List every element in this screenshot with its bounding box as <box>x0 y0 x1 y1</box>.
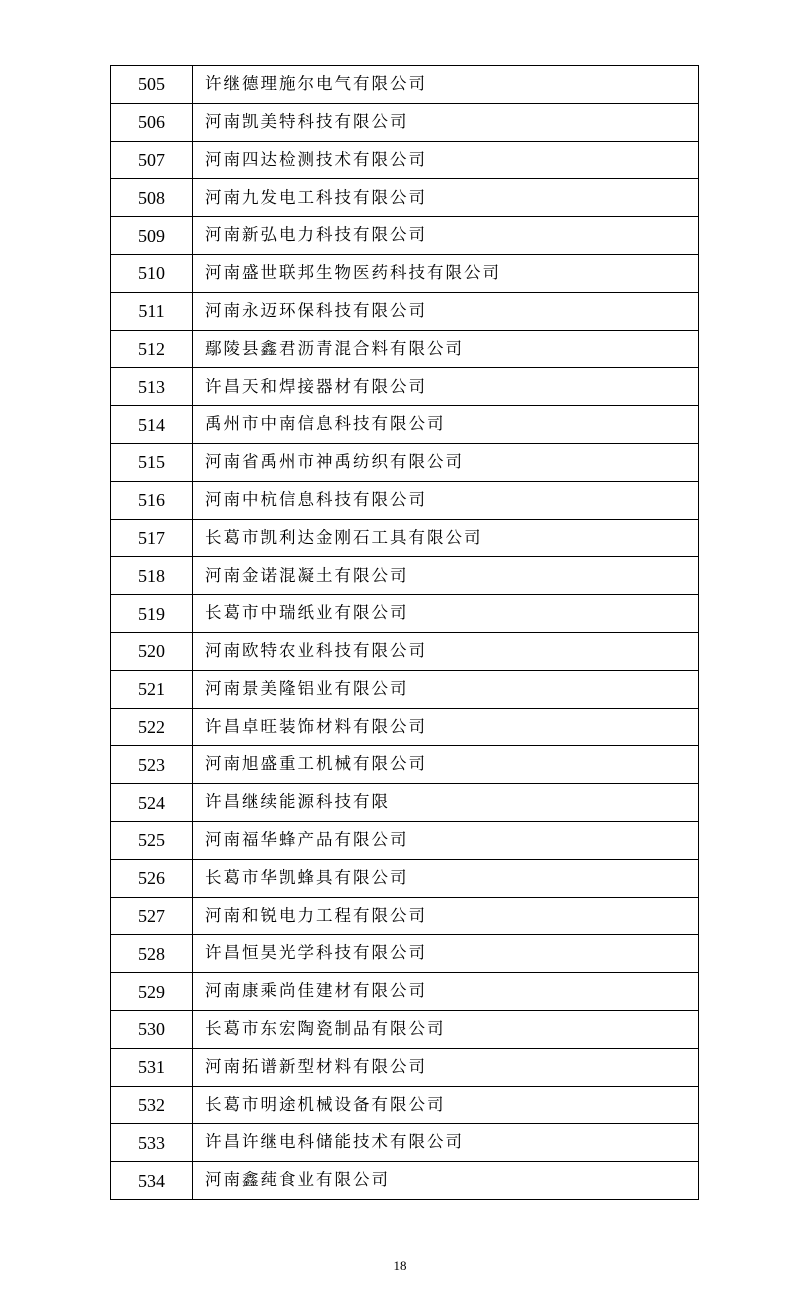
row-number: 512 <box>111 330 193 368</box>
row-number: 530 <box>111 1010 193 1048</box>
row-number: 524 <box>111 784 193 822</box>
row-number: 532 <box>111 1086 193 1124</box>
table-row <box>111 406 699 444</box>
row-number: 529 <box>111 973 193 1011</box>
row-number: 506 <box>111 103 193 141</box>
company-name: 长葛市凯利达金刚石工具有限公司 <box>193 519 699 557</box>
table-row <box>111 595 699 633</box>
company-name: 河南凯美特科技有限公司 <box>193 103 699 141</box>
company-name: 河南欧特农业科技有限公司 <box>193 632 699 670</box>
company-name: 河南四达检测技术有限公司 <box>193 141 699 179</box>
company-name: 河南新弘电力科技有限公司 <box>193 217 699 255</box>
company-name: 河南永迈环保科技有限公司 <box>193 292 699 330</box>
company-name: 长葛市中瑞纸业有限公司 <box>193 595 699 633</box>
row-number: 508 <box>111 179 193 217</box>
table-row <box>111 859 699 897</box>
table-row <box>111 217 699 255</box>
company-name: 河南和锐电力工程有限公司 <box>193 897 699 935</box>
row-number: 518 <box>111 557 193 595</box>
row-number: 527 <box>111 897 193 935</box>
company-name: 许继德理施尔电气有限公司 <box>193 66 699 104</box>
row-number: 514 <box>111 406 193 444</box>
row-number: 516 <box>111 481 193 519</box>
table-row <box>111 746 699 784</box>
table-row <box>111 1048 699 1086</box>
company-name: 鄢陵县鑫君沥青混合料有限公司 <box>193 330 699 368</box>
table-row <box>111 670 699 708</box>
table-row <box>111 141 699 179</box>
row-number: 522 <box>111 708 193 746</box>
company-list-body <box>111 66 699 1200</box>
table-row <box>111 784 699 822</box>
company-name: 许昌恒昊光学科技有限公司 <box>193 935 699 973</box>
table-row <box>111 519 699 557</box>
table-row <box>111 1010 699 1048</box>
row-number: 531 <box>111 1048 193 1086</box>
table-row <box>111 708 699 746</box>
company-name: 河南旭盛重工机械有限公司 <box>193 746 699 784</box>
row-number: 505 <box>111 66 193 104</box>
row-number: 528 <box>111 935 193 973</box>
table-row <box>111 973 699 1011</box>
table-row <box>111 368 699 406</box>
company-name: 河南盛世联邦生物医药科技有限公司 <box>193 254 699 292</box>
row-number: 526 <box>111 859 193 897</box>
table-row <box>111 632 699 670</box>
row-number: 515 <box>111 443 193 481</box>
table-row <box>111 821 699 859</box>
company-name: 河南康乘尚佳建材有限公司 <box>193 973 699 1011</box>
table-row <box>111 1124 699 1162</box>
row-number: 521 <box>111 670 193 708</box>
table-row <box>111 330 699 368</box>
row-number: 520 <box>111 632 193 670</box>
row-number: 509 <box>111 217 193 255</box>
company-name: 河南福华蜂产品有限公司 <box>193 821 699 859</box>
company-name: 许昌天和焊接器材有限公司 <box>193 368 699 406</box>
company-name: 河南景美隆铝业有限公司 <box>193 670 699 708</box>
row-number: 510 <box>111 254 193 292</box>
row-number: 523 <box>111 746 193 784</box>
table-row <box>111 292 699 330</box>
table-row <box>111 557 699 595</box>
row-number: 534 <box>111 1162 193 1200</box>
table-row <box>111 179 699 217</box>
table-row <box>111 481 699 519</box>
company-name: 河南省禹州市神禹纺织有限公司 <box>193 443 699 481</box>
row-number: 511 <box>111 292 193 330</box>
company-name: 长葛市明途机械设备有限公司 <box>193 1086 699 1124</box>
table-row <box>111 897 699 935</box>
row-number: 517 <box>111 519 193 557</box>
company-name: 河南拓谱新型材料有限公司 <box>193 1048 699 1086</box>
company-name: 河南鑫莼食业有限公司 <box>193 1162 699 1200</box>
company-name: 许昌继续能源科技有限 <box>193 784 699 822</box>
company-name: 河南中杭信息科技有限公司 <box>193 481 699 519</box>
row-number: 525 <box>111 821 193 859</box>
row-number: 513 <box>111 368 193 406</box>
company-name: 长葛市东宏陶瓷制品有限公司 <box>193 1010 699 1048</box>
company-name: 许昌许继电科储能技术有限公司 <box>193 1124 699 1162</box>
table-row <box>111 254 699 292</box>
company-list-table <box>110 65 699 1200</box>
company-name: 长葛市华凯蜂具有限公司 <box>193 859 699 897</box>
row-number: 533 <box>111 1124 193 1162</box>
company-name: 许昌卓旺装饰材料有限公司 <box>193 708 699 746</box>
table-row <box>111 103 699 141</box>
table-row <box>111 66 699 104</box>
table-row <box>111 935 699 973</box>
table-row <box>111 1086 699 1124</box>
company-name: 禹州市中南信息科技有限公司 <box>193 406 699 444</box>
table-row <box>111 1162 699 1200</box>
table-row <box>111 443 699 481</box>
row-number: 507 <box>111 141 193 179</box>
company-name: 河南金诺混凝土有限公司 <box>193 557 699 595</box>
row-number: 519 <box>111 595 193 633</box>
company-name: 河南九发电工科技有限公司 <box>193 179 699 217</box>
page-number: 18 <box>393 1258 407 1273</box>
